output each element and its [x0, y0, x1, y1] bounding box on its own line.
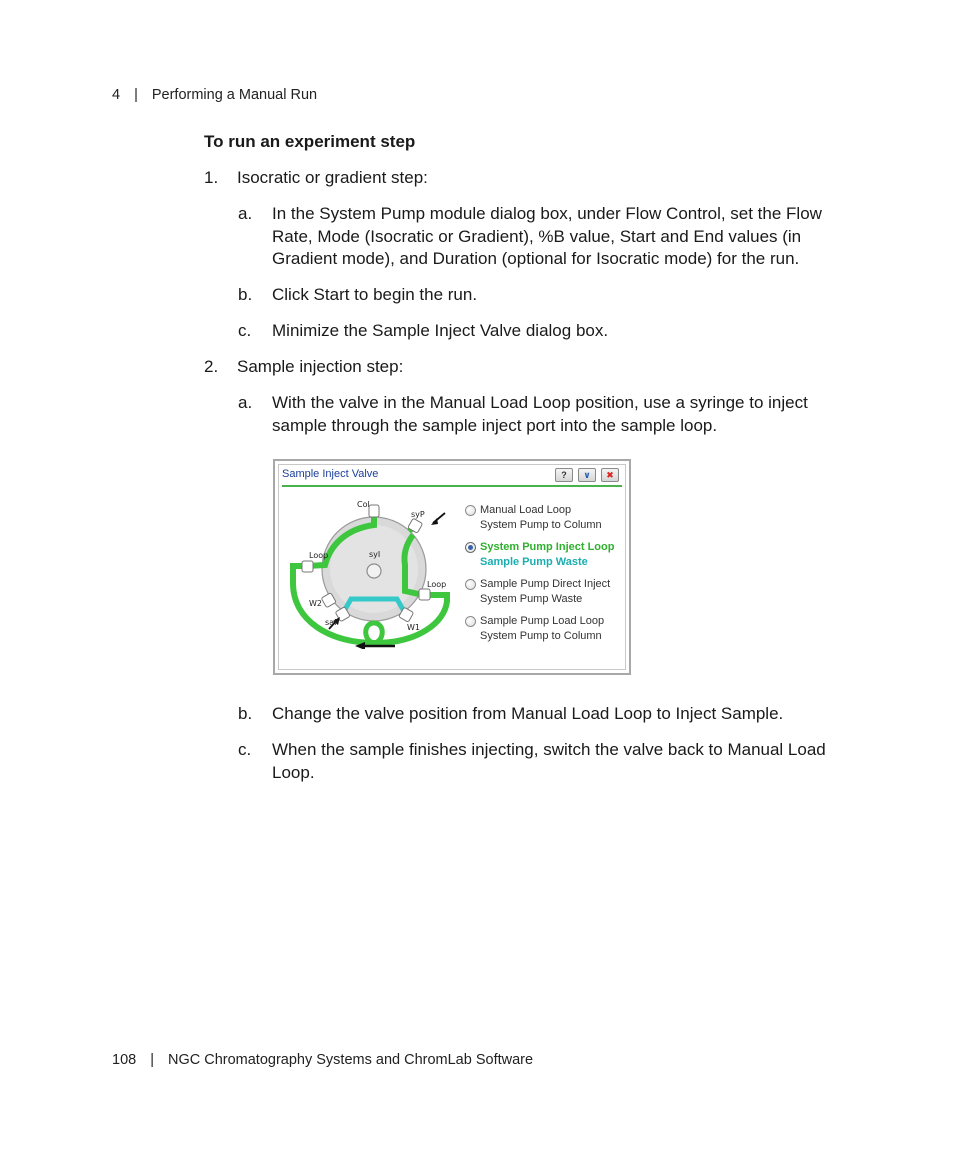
radio-button[interactable]: [465, 505, 476, 516]
label-sap: saP: [325, 618, 339, 627]
step-number: 1.: [204, 168, 219, 187]
label-loop-right: Loop: [427, 580, 447, 589]
substep-text: Click Start to begin the run.: [272, 285, 478, 304]
syp-arrowhead-icon: [431, 518, 438, 525]
footer-page-number: 108: [112, 1052, 137, 1068]
substep-text: Change the valve position from Manual Load Loop to Inject Sample.: [272, 704, 784, 723]
radio-button[interactable]: [465, 616, 476, 627]
minimize-button[interactable]: [578, 468, 596, 482]
running-header: [112, 87, 317, 103]
header-page-number: 4: [112, 87, 121, 103]
substep-letter: c.: [238, 740, 252, 759]
label-w1: W1: [407, 623, 420, 632]
title-divider: [282, 485, 622, 487]
option-sublabel: System Pump to Column: [480, 519, 602, 531]
syi-port: [367, 564, 381, 578]
radio-button-selected[interactable]: [465, 542, 476, 553]
footer-book-title: NGC Chromatography Systems and ChromLab Software: [167, 1052, 534, 1068]
step-1: [204, 167, 428, 190]
substep-letter: a.: [238, 393, 253, 412]
step-title: Isocratic or gradient step:: [237, 168, 428, 187]
substep-letter: a.: [238, 204, 253, 223]
dialog-title-buttons: [555, 468, 619, 482]
option-sublabel: System Pump Waste: [480, 593, 583, 605]
substep-letter: c.: [238, 321, 252, 340]
label-col: Col: [357, 500, 370, 509]
page-footer: [112, 1052, 533, 1068]
option-sublabel: System Pump to Column: [480, 630, 602, 642]
dialog-title: Sample Inject Valve: [282, 468, 379, 480]
step-title: Sample injection step:: [237, 357, 404, 376]
chevron-down-icon: ∨: [583, 469, 591, 480]
sample-inject-valve-dialog: [273, 459, 631, 675]
help-button[interactable]: [555, 468, 573, 482]
substep-text: With the valve in the Manual Load Loop position, use a syringe to inject sample through the sample inject port into the sample loop.: [272, 393, 808, 435]
step-number: 2.: [204, 357, 219, 376]
step-2: [204, 356, 403, 379]
label-loop-left: Loop: [309, 551, 329, 560]
radio-button[interactable]: [465, 579, 476, 590]
substep-text: In the System Pump module dialog box, under Flow Control, set the Flow Rate, Mode (Isocratic or Gradient), %B value, Start and End values (in Gradient mode), and Duration (optional for Isocratic mode) for the run.: [272, 204, 822, 268]
section-heading: To run an experiment step: [204, 132, 416, 151]
option-label: Sample Pump Direct Inject: [480, 578, 611, 590]
valve-diagram: [285, 491, 460, 649]
label-w2: W2: [309, 599, 322, 608]
label-syp: syP: [411, 510, 425, 519]
substep-text: Minimize the Sample Inject Valve dialog box.: [272, 321, 609, 340]
label-syi: syI: [369, 550, 381, 559]
substep-letter: b.: [238, 285, 253, 304]
option-label: Manual Load Loop: [480, 504, 572, 516]
option-label: System Pump Inject Loop: [480, 541, 615, 553]
dialog-body: [278, 464, 626, 670]
substep-text: When the sample finishes injecting, switch the valve back to Manual Load Loop.: [272, 740, 826, 782]
loop-left-port: [302, 561, 313, 572]
close-button[interactable]: [601, 468, 619, 482]
header-chapter-title: Performing a Manual Run: [151, 87, 318, 103]
close-icon: ✖: [606, 469, 614, 480]
option-sublabel: Sample Pump Waste: [480, 556, 588, 568]
substep-letter: b.: [238, 704, 253, 723]
header-separator: |: [134, 87, 138, 103]
help-icon: ?: [561, 469, 567, 480]
option-label: Sample Pump Load Loop: [480, 615, 605, 627]
footer-separator: |: [150, 1052, 154, 1068]
loop-right-port: [419, 589, 430, 600]
col-port: [369, 505, 379, 517]
